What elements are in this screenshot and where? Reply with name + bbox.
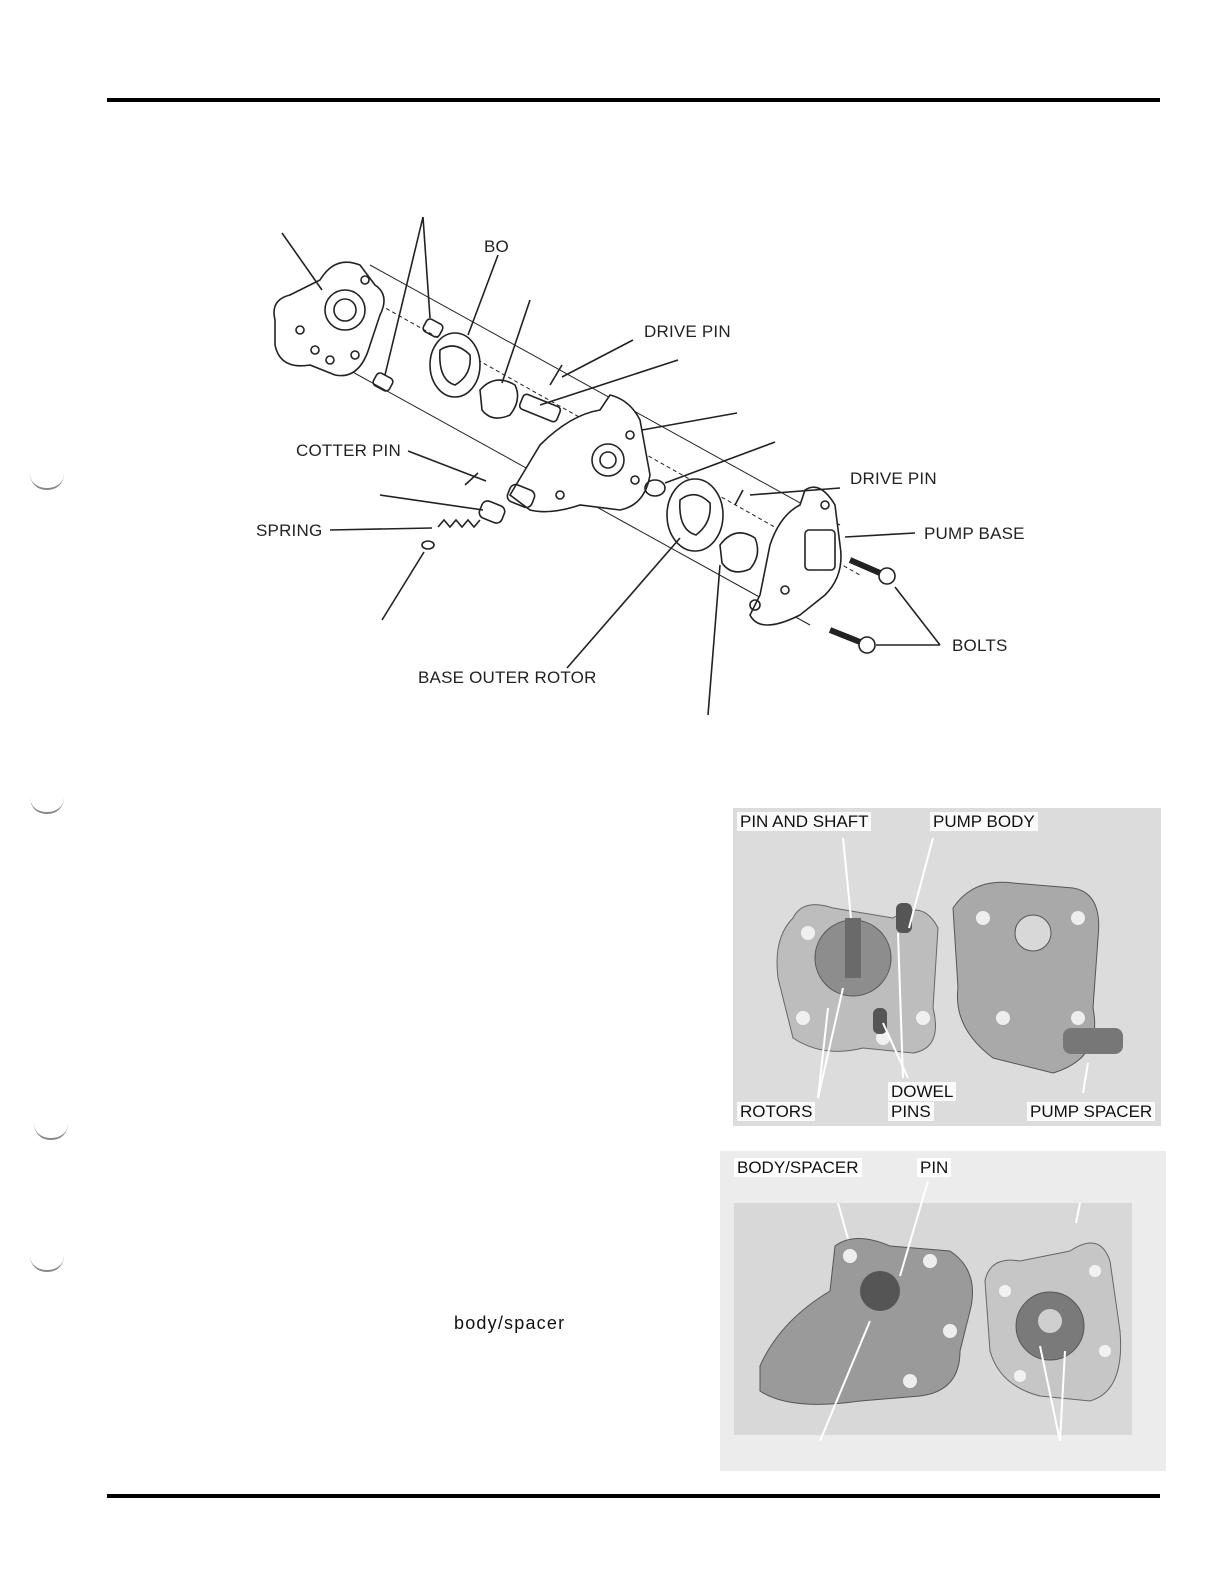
label-drive-pin-2: DRIVE PIN [850,469,937,488]
body-spacer-text: body/spacer [454,1313,566,1333]
label-pump-body: PUMP BODY [930,812,1038,831]
label-bolts: BOLTS [952,636,1008,655]
photo-pump-body-and-spacer [733,808,1161,1126]
binder-mark [34,1124,68,1140]
label-pins: PINS [888,1102,934,1121]
label-pin-and-shaft: PIN AND SHAFT [737,812,871,831]
binder-mark [30,474,64,490]
label-dowel: DOWEL [888,1082,956,1101]
photo-illustration-2 [720,1151,1166,1471]
header-rule [107,98,1160,102]
exploded-view-drawing [240,205,1060,725]
oil-pump-exploded-diagram [240,205,1060,725]
label-spring: SPRING [256,521,323,540]
label-base-outer-rotor: BASE OUTER ROTOR [418,668,597,687]
binder-mark [30,1256,64,1272]
label-pump-base: PUMP BASE [924,524,1025,543]
binder-mark [30,798,64,814]
label-drive-pin: DRIVE PIN [644,322,731,341]
footer-rule [107,1494,1160,1498]
label-pin: PIN [917,1158,951,1177]
label-pump-spacer: PUMP SPACER [1027,1102,1155,1121]
label-rotors: ROTORS [737,1102,815,1121]
photo-illustration [733,808,1161,1126]
photo-body-spacer-pin [720,1151,1166,1471]
label-cotter-pin: COTTER PIN [296,441,401,460]
label-body-spacer: BODY/SPACER [734,1158,862,1177]
label-bo: BO [484,237,509,256]
